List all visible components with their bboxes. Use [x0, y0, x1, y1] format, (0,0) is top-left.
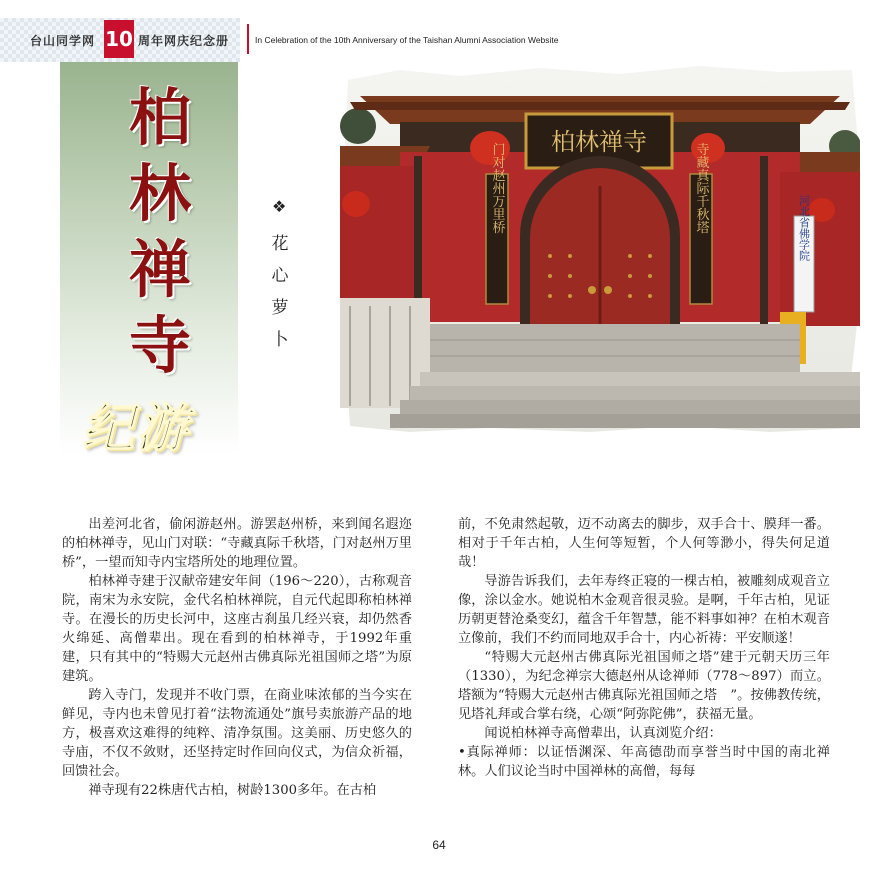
- author-name: [268, 228, 292, 356]
- anniversary-badge: 10: [104, 20, 134, 58]
- paragraph: 出差河北省，偷闲游赵州。游罢赵州桥，来到闻名遐迩的柏林禅寺，见山门对联：“寺藏真际千秋塔，门对赵州万里桥”，一望而知寺内宝塔所处的地理位置。: [62, 517, 412, 570]
- plaque-text: 柏林禅寺: [551, 128, 647, 156]
- body-column-left: [62, 515, 412, 800]
- title-char: 寺: [128, 309, 191, 382]
- header-subtitle: In Celebration of the 10th Anniversary of the Taishan Alumni Association Website: [255, 35, 559, 45]
- page-number: 64: [432, 838, 446, 852]
- paragraph: 禅寺现有22株唐代古柏，树龄1300多年。在古柏: [88, 783, 377, 798]
- side-sign: 河北省佛学院: [797, 195, 811, 261]
- article-title: [115, 80, 205, 384]
- body-column-right: [458, 515, 830, 781]
- header-divider: [247, 24, 249, 54]
- paragraph: “特赐大元赵州古佛真际光祖国师之塔”建于元朝天历三年（1330），为纪念禅宗大德赵州从谂禅师（778～897）而立。塔额为“特赐大元赵州古佛真际光祖国师之塔 ”。按佛教传统，见塔礼拜或合掌右绕，心颂“阿弥陀佛”，获福无量。: [458, 650, 830, 722]
- title-char: 禅: [128, 233, 191, 306]
- temple-photo: [340, 66, 860, 434]
- paragraph: 柏林禅寺建于汉献帝建安年间（196～220），古称观音院，南宋为永安院，金代名柏林禅院，自元代起即称柏林禅寺。在漫长的历史长河中，这座古刹虽几经兴衰，却仍然香火绵延、高僧辈出。现在看到的柏林禅寺，于1992年重建，只有其中的“特赐大元赵州古佛真际光祖国师之塔”为原建筑。: [62, 574, 412, 684]
- paragraph: 跨入寺门，发现并不收门票，在商业味浓郁的当今实在鲜见，寺内也未曾见打着“法物流通处”旗号卖旅游产品的地方，极喜欢这难得的纯粹、清净氛围。这美丽、历史悠久的寺庙，不仅不敛财，还坚持定时作回向仪式，为信众祈福，回馈社会。: [62, 688, 412, 779]
- paragraph: 前，不免肃然起敬，迈不动离去的脚步，双手合十、膜拜一番。相对于千年古柏，人生何等短暂，个人何等渺小，得失何足道哉！: [458, 517, 830, 570]
- paragraph: 闻说柏林禅寺高僧辈出，认真浏览介绍：: [484, 726, 722, 741]
- diamond-ornament-icon: ❖: [272, 197, 287, 216]
- paragraph: 导游告诉我们，去年寿终正寝的一棵古柏，被雕刻成观音立像，涂以金水。她说柏木金观音很灵验。是啊，千年古柏，见证历朝更替沧桑变幻，蕴含千年智慧，能不料事如神？在柏木观音立像前，我们不约而同地双手合十，内心祈祷：平安顺遂！: [458, 574, 830, 646]
- author-char: 心: [271, 266, 289, 286]
- author-char: 卜: [271, 330, 289, 350]
- author-char: 萝: [271, 298, 289, 318]
- title-char: 林: [128, 157, 191, 230]
- title-char: 柏: [128, 81, 191, 154]
- header-anniversary-text: 周年网庆纪念册: [138, 34, 230, 48]
- header-site-name: 台山同学网: [30, 34, 96, 48]
- couplet-left: 门对赵州万里桥: [489, 142, 505, 234]
- article-subtitle: 纪游: [82, 398, 191, 459]
- paragraph: •真际禅师：以证悟渊深、年高德劭而享誉当时中国的南北禅林。人们议论当时中国禅林的高僧，每每: [458, 745, 830, 779]
- author-char: 花: [271, 234, 289, 254]
- couplet-right: 寺藏真际千秋塔: [693, 142, 709, 234]
